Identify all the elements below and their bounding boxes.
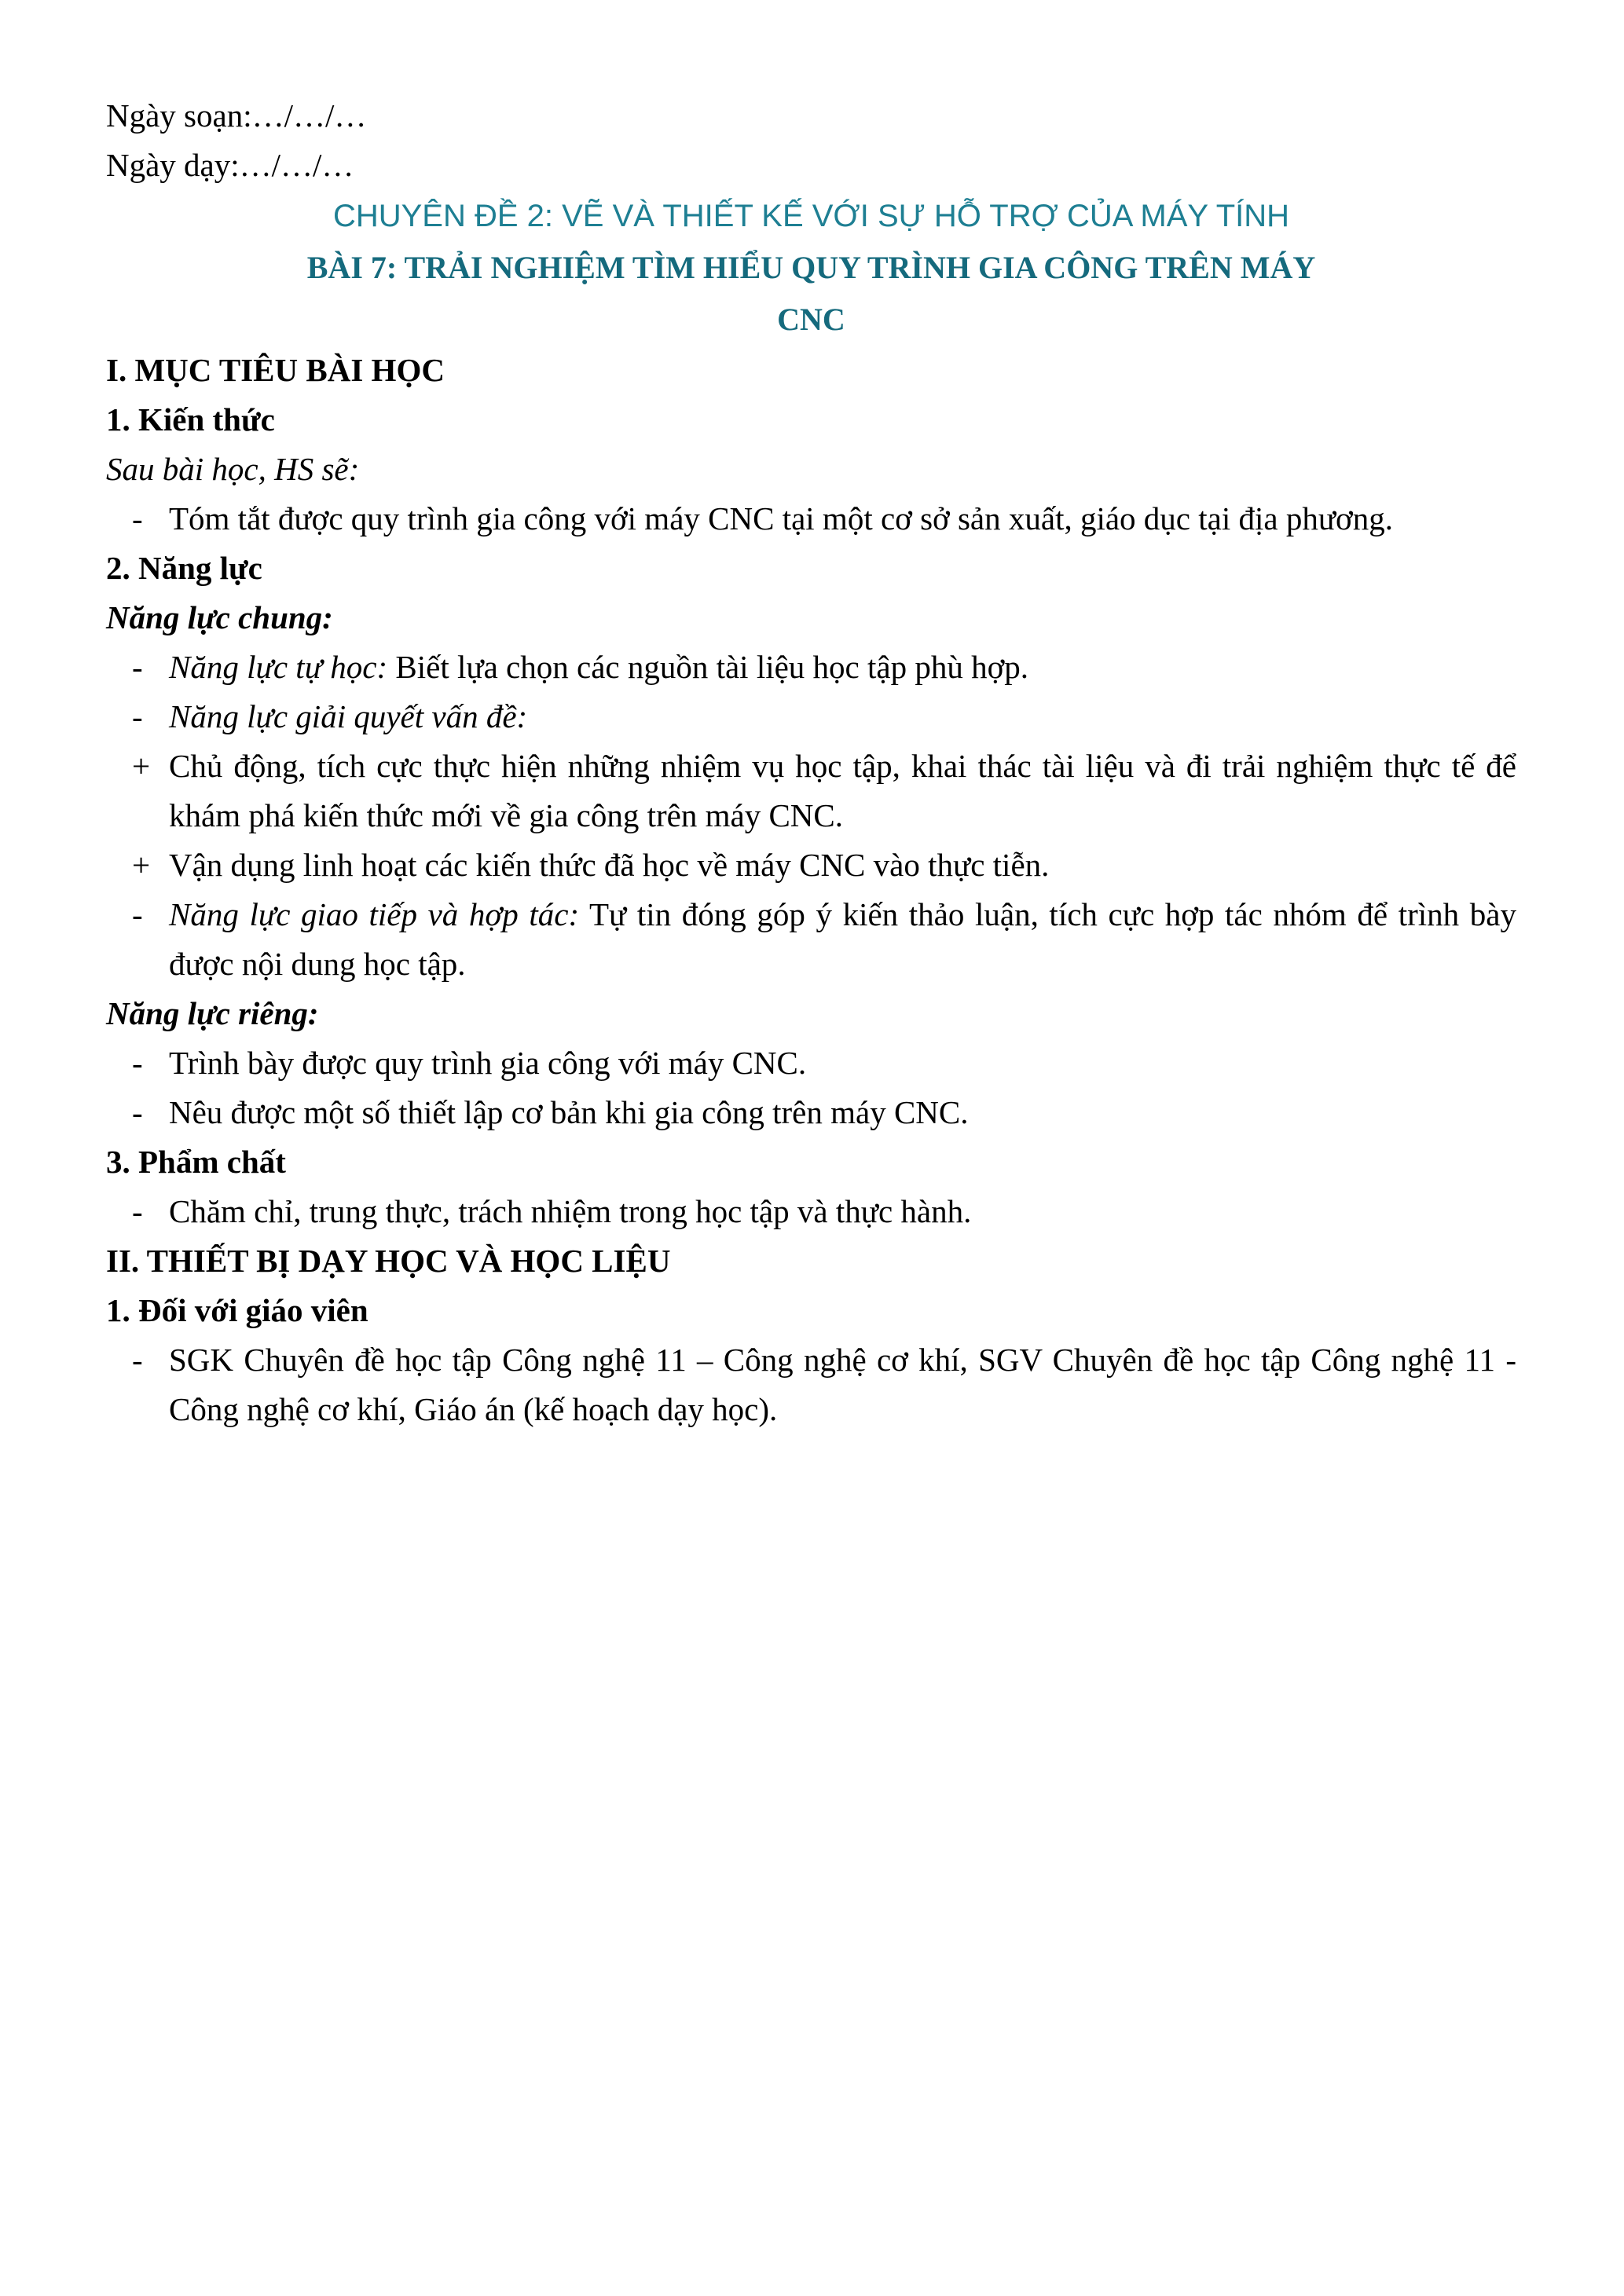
general-competency-heading: Năng lực chung: — [106, 599, 333, 635]
communication-item — [106, 890, 1516, 989]
dash-marker: - — [132, 1045, 143, 1081]
specific-competency-item-1 — [106, 1038, 1516, 1088]
self-study-lead: Năng lực tự học: — [169, 649, 388, 685]
quality-heading: 3. Phẩm chất — [106, 1144, 286, 1180]
chapter-title: CHUYÊN ĐỀ 2: VẼ VÀ THIẾT KẾ VỚI SỰ HỖ TRỢ CỦA MÁY TÍNH — [332, 199, 1290, 233]
dash-marker: - — [132, 896, 143, 932]
self-study-item — [106, 643, 1516, 692]
knowledge-item — [106, 494, 1516, 544]
problem-solving-sub-item-2 — [106, 840, 1516, 890]
problem-solving-lead: Năng lực giải quyết vấn đề: — [169, 698, 528, 734]
teacher-equipment-item — [106, 1335, 1516, 1434]
specific-competency-heading: Năng lực riêng: — [106, 995, 319, 1031]
problem-solving-item — [106, 692, 1516, 742]
lesson-title-line1: BÀI 7: TRẢI NGHIỆM TÌM HIỂU QUY TRÌNH GIA CÔNG TRÊN MÁY — [306, 250, 1316, 285]
dash-marker: - — [132, 1094, 143, 1130]
lesson-title — [106, 242, 1516, 346]
self-study-rest: Biết lựa chọn các nguồn tài liệu học tập phù hợp. — [387, 649, 1029, 685]
problem-solving-sub-1-text: Chủ động, tích cực thực hiện những nhiệm vụ học tập, khai thác tài liệu và đi trải nghiệm thực tế để khám phá kiến thức mới về gia công trên máy CNC. — [169, 748, 1516, 833]
date-prepared: Ngày soạn:…/…/… — [106, 97, 367, 134]
knowledge-item-text: Tóm tắt được quy trình gia công với máy CNC tại một cơ sở sản xuất, giáo dục tại địa phương. — [169, 500, 1393, 536]
problem-solving-sub-2-text: Vận dụng linh hoạt các kiến thức đã học về máy CNC vào thực tiễn. — [169, 847, 1050, 883]
problem-solving-sub-item-1 — [106, 742, 1516, 840]
teacher-equipment-heading: 1. Đối với giáo viên — [106, 1292, 368, 1328]
plus-marker: + — [132, 748, 151, 784]
dash-marker: - — [132, 1342, 143, 1378]
specific-competency-item-2 — [106, 1088, 1516, 1137]
quality-item-text: Chăm chỉ, trung thực, trách nhiệm trong học tập và thực hành. — [169, 1193, 972, 1229]
date-taught: Ngày dạy:…/…/… — [106, 147, 354, 183]
lesson-title-line2: CNC — [777, 302, 845, 337]
dash-marker: - — [132, 500, 143, 536]
knowledge-intro: Sau bài học, HS sẽ: — [106, 451, 360, 487]
competency-heading: 2. Năng lực — [106, 550, 262, 586]
quality-item — [106, 1187, 1516, 1236]
specific-competency-item-1-text: Trình bày được quy trình gia công với máy CNC. — [169, 1045, 807, 1081]
section-objectives-heading: I. MỤC TIÊU BÀI HỌC — [106, 352, 445, 388]
specific-competency-item-2-text: Nêu được một số thiết lập cơ bản khi gia công trên máy CNC. — [169, 1094, 969, 1130]
knowledge-heading: 1. Kiến thức — [106, 401, 275, 438]
communication-lead: Năng lực giao tiếp và hợp tác: — [169, 896, 580, 932]
dash-marker: - — [132, 698, 143, 734]
dash-marker: - — [132, 1193, 143, 1229]
dash-marker: - — [132, 649, 143, 685]
plus-marker: + — [132, 847, 151, 883]
section-equipment-heading: II. THIẾT BỊ DẠY HỌC VÀ HỌC LIỆU — [106, 1243, 671, 1279]
teacher-equipment-item-text: SGK Chuyên đề học tập Công nghệ 11 – Công nghệ cơ khí, SGV Chuyên đề học tập Công nghệ 11 - Công nghệ cơ khí, Giáo án (kế hoạch dạy học). — [169, 1342, 1516, 1427]
communication-rest: Tự tin đóng góp ý kiến thảo luận, tích cực hợp tác nhóm để trình bày được nội dung học tập. — [169, 896, 1516, 982]
